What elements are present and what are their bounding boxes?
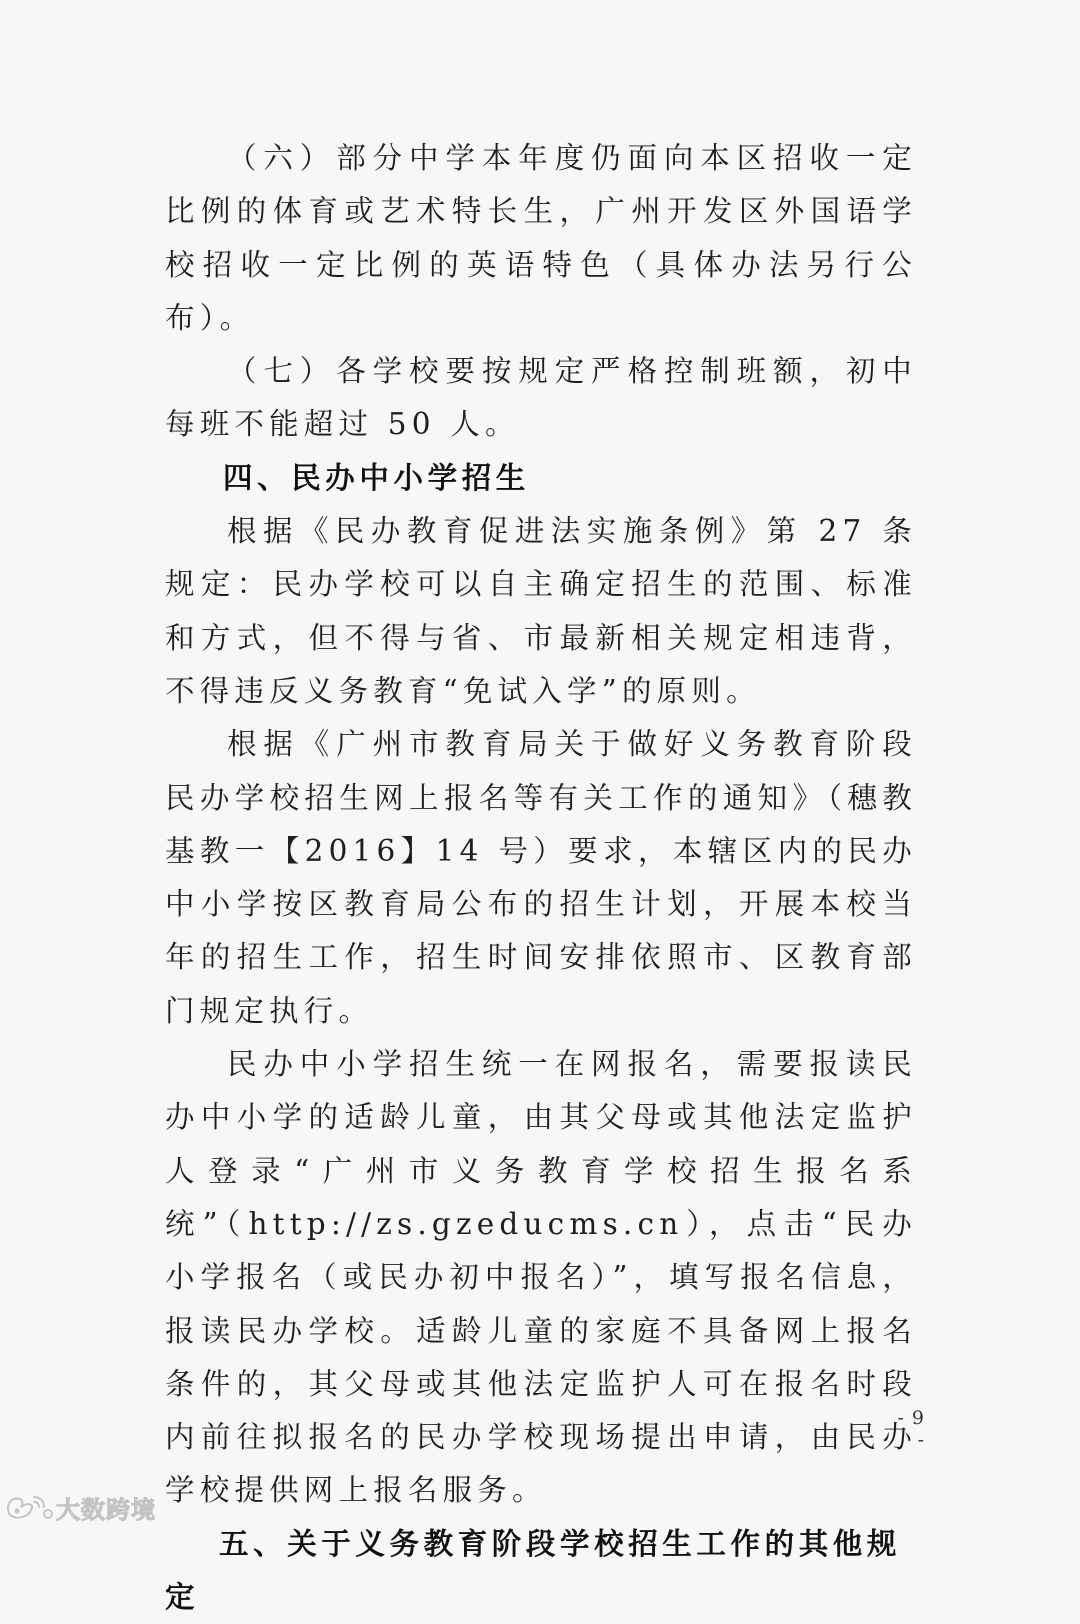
paragraph-regulation-article-27: 根据《民办教育促进法实施条例》第 27 条规定：民办学校可以自主确定招生的范围、标准和方式，但不得与省、市最新相关规定相违背，不得违反义务教育“免试入学”的原则。 [165, 514, 917, 708]
paragraph-online-registration: 民办中小学招生统一在网报名，需要报读民办中小学的适龄儿童，由其父母或其他法定监护人登录“广州市义务教育学校招生报名系统”（http://zs.gzeducms.cn），点击“民办小学报名（或民办初中报名）”，填写报名信息，报读民办学校。适龄儿童的家庭不具备网上报名条件的，其父母或其他法定监护人可在报名时段内前往拟报名的民办学校现场提出申请，由民办学校提供网上报名服务。 [165, 1047, 917, 1508]
paragraph-bureau-notice: 根据《广州市教育局关于做好义务教育阶段民办学校招生网上报名等有关工作的通知》（穗教基教一【2016】14 号）要求，本辖区内的民办中小学按区教育局公布的招生计划，开展本校当年的招生工作，招生时间安排依照市、区教育部门规定执行。 [165, 727, 917, 1028]
watermark-text: 大数跨境 [56, 1495, 156, 1524]
heading-private-school-enrollment: 四、民办中小学招生 [223, 460, 530, 495]
paragraph-sports-art-specialty: （六）部分中学本年度仍面向本区招收一定比例的体育或艺术特长生，广州开发区外国语学校招收一定比例的英语特色（具体办法另行公布）。 [165, 141, 917, 335]
weibo-logo-icon [4, 1492, 54, 1522]
watermark [4, 1490, 156, 1524]
heading-other-provisions: 五、关于义务教育阶段学校招生工作的其他规定 [165, 1526, 902, 1615]
document-body [165, 132, 917, 1624]
paragraph-class-size: （七）各学校要按规定严格控制班额，初中每班不能超过 50 人。 [165, 354, 917, 442]
page-number: - 9 - [897, 1407, 925, 1451]
